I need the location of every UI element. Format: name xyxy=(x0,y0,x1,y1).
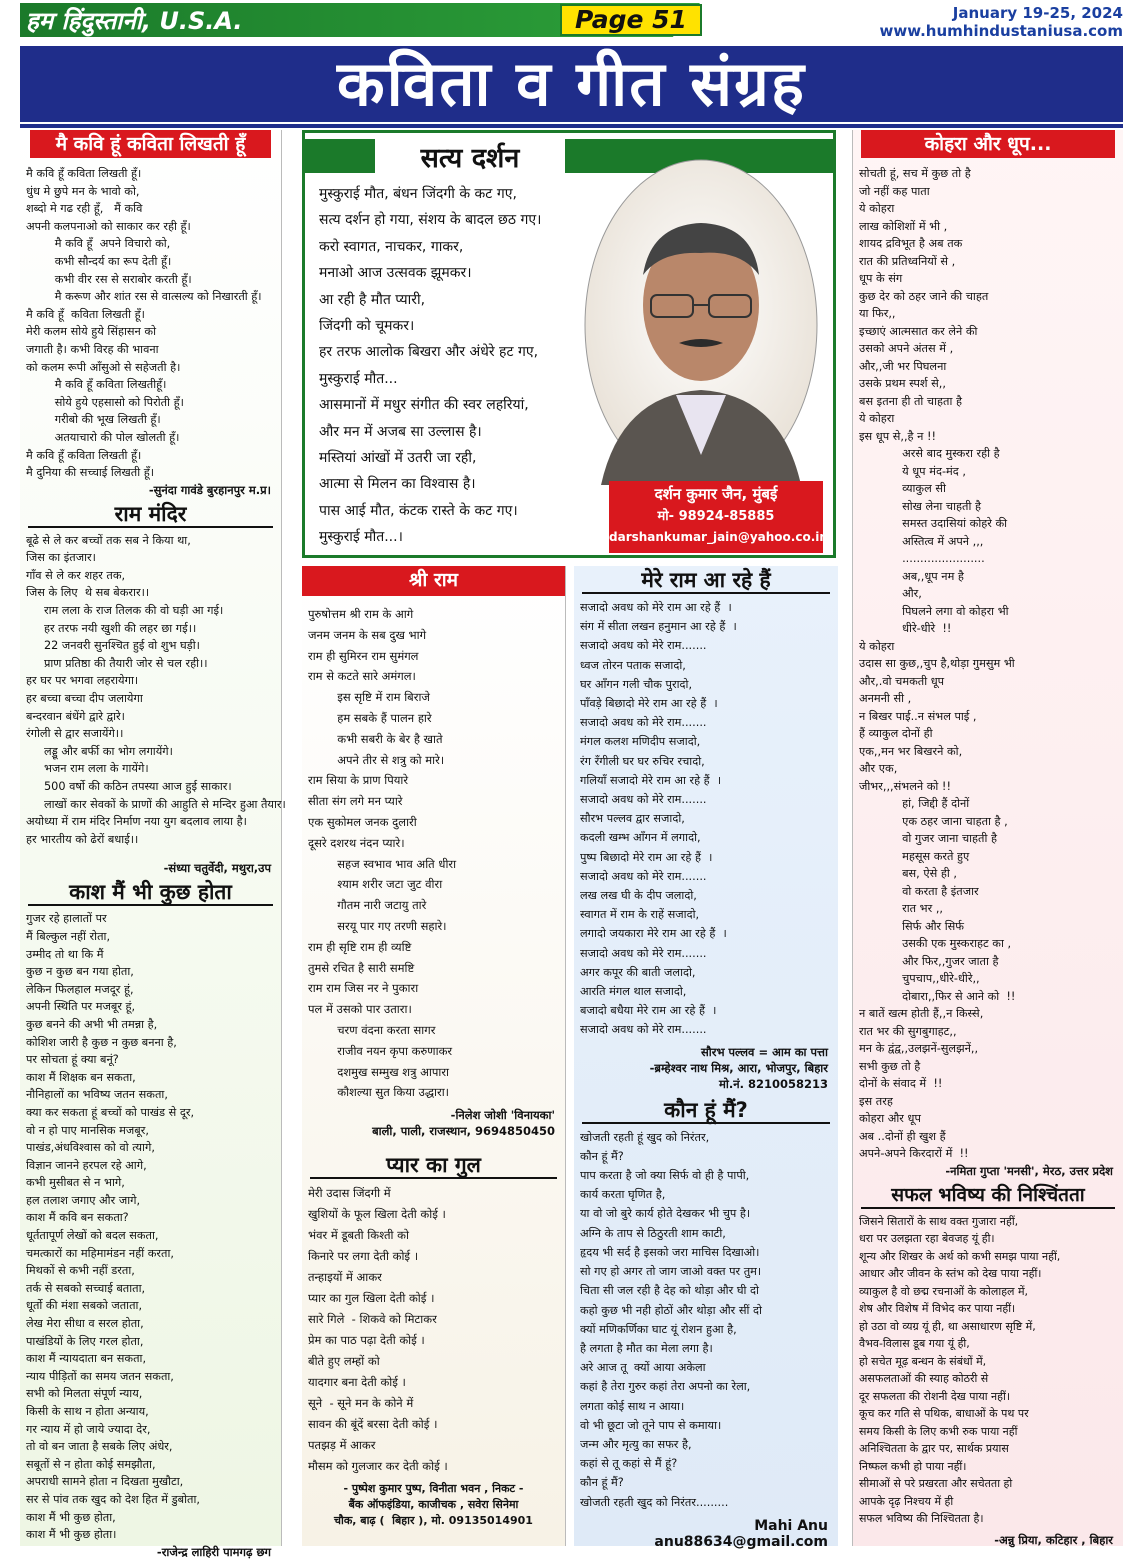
poem-title: सफल भविष्य की निश्चिंतता xyxy=(861,1183,1115,1209)
poem-title: मै कवि हूं कविता लिखती हूँ xyxy=(30,130,271,158)
section-banner: कविता व गीत संग्रह xyxy=(20,46,1123,122)
poem-author: -निलेश जोशी 'विनायका' xyxy=(450,1108,555,1123)
page-number: Page 51 xyxy=(560,4,702,36)
poet-name: दर्शन कुमार जैन, मुंबई xyxy=(654,485,778,503)
poet-mobile: मो- 98924-85885 xyxy=(657,509,775,524)
poem-author: -नमिता गुप्ता 'मनसी', मेरठ, उत्तर प्रदेश xyxy=(945,1163,1113,1178)
poem-author: -सुनंदा गावंडे बुरहानपुर म.प्र। xyxy=(148,482,271,497)
poet-credit-box xyxy=(609,481,828,553)
banner-rule xyxy=(20,124,1123,128)
poem-author-email[interactable]: anu88634@gmail.com xyxy=(654,1533,828,1550)
poem-body: मेरी उदास जिंदगी में खुशियों के फूल खिला देती कोई । भंवर में डूबती किश्ती को किनारे पर लगा देती कोई । तन्हाइयों में आकर प्यार का गुल खिला देती कोई । सारे गिले - शिकवे को मिटाकर प्रेम का पाठ पढ़ा देती कोई । बीते हुए लम्हों को यादगार बना देती कोई । सूने - सूने मन के कोने में सावन की बूंदें बरसा देती कोई । पतझड़ में आकर मौसम को गुलजार कर देती कोई । xyxy=(308,1186,448,1474)
website-link[interactable]: www.humhindustaniusa.com xyxy=(879,22,1123,40)
poem-title: प्यार का गुल xyxy=(310,1153,557,1179)
featured-poem-box xyxy=(302,130,836,558)
issue-date: January 19-25, 2024 xyxy=(952,4,1123,22)
poem-title: मेरे राम आ रहे हैं xyxy=(582,568,830,594)
poem-author: -संध्या चतुर्वेदी, मथुरा,उप xyxy=(163,861,271,876)
poem-body: बूढे से ले कर बच्चों तक सब ने किया था, जिस का इंतजार। गाँव से ले कर शहर तक, जिस के लिए थे सब बेकरार।। राम लला के राज तिलक की वो घड़ी आ गई। हर तरफ नयी खुशी की लहर छा गई।। 22 जनवरी सुनश्चित हुई वो शुभ घड़ी। प्राण प्रतिष्ठा की तैयारी जोर से चल रही।। हर घर पर भगवा लहरायेगा। हर बच्चा बच्चा दीप जलायेगा बन्दरवान बंधेंगे द्वारे द्वारे। रंगोली से द्वार सजायेंगे।। लड्डू और बर्फी का भोग लगायेंगे। भजन राम लला के गायेंगे। 500 वर्षो की कठिन तपस्या आज हुई साकार। लाखों कार सेवकों के प्राणों की आहुति से मन्दिर हुआ तैयार। अयोध्या में राम मंदिर निर्माण नया युग बदलाव लाया है। हर भारतीय को ढेरों बधाई।। xyxy=(26,533,286,846)
poem-title: श्री राम xyxy=(302,566,565,596)
featured-poem-body: मुस्कुराई मौत, बंधन जिंदगी के कट गए, सत्य दर्शन हो गया, संशय के बादल छठ गए। करो स्वागत, नाचकर, गाकर, मनाओ आज उत्सवक झूमकर। आ रही है मौत प्यारी, जिंदगी को चूमकर। हर तरफ आलोक बिखरा और अंधेरे हट गए, मुस्कुराई मौत... आसमानों में मधुर संगीत की स्वर लहरियां, और मन में अजब सा उल्लास है। मस्तियां आंखों में उतरी जा रही, आत्मा से मिलन का विश्वास है। पास आई मौत, कंटक रास्ते के कट गए। मुस्कुराई मौत...। xyxy=(319,186,542,546)
poem-author: Mahi Anu xyxy=(754,1517,828,1534)
poem-title: राम मंदिर xyxy=(28,502,273,528)
poem-author: - पुष्पेश कुमार पुष्प, विनीता भवन , निकट - बैंक ऑफइंडिया, काजीचक , सवेरा सिनेमा चौक, बाढ़ ( बिहार ), मो. 09135014901 xyxy=(334,1482,533,1528)
poet-photo xyxy=(581,155,821,495)
poem-body: सजादो अवध को मेरे राम आ रहे हैं । संग में सीता लखन हनुमान आ रहे हैं । सजादो अवध को मेरे राम....... ध्वज तोरन पताक सजादो, घर आँगन गली चौक पुरादो, पाँवड़े बिछादो मेरे राम आ रहे हैं । सजादो अवध को मेरे राम....... मंगल कलश मणिदीप सजादो, रंग रँगीली घर घर रुचिर रचादो, गलियाँ सजादो मेरे राम आ रहे हैं । सजादो अवध को मेरे राम....... सौरभ पल्लव द्वार सजादो, कदली खम्भ आँगन में लगादो, पुष्प बिछादो मेरे राम आ रहे हैं । सजादो अवध को मेरे राम....... लख लख घी के दीप जलादो, स्वागत में राम के राहें सजादो, लगादो जयकारा मेरे राम आ रहे हैं । सजादो अवध को मेरे राम....... अगर कपूर की बाती जलादो, आरति मंगल थाल सजादो, बजादो बधैया मेरे राम आ रहे हैं । सजादो अवध को मेरे राम....... xyxy=(580,601,737,1037)
column-right xyxy=(852,130,1123,1546)
column-left xyxy=(20,130,286,1559)
poem-body: गुजर रहे हालातों पर मैं बिल्कुल नहीं रोता, उम्मीद तो था कि मैं कुछ न कुछ बन गया होता, लेकिन फिलहाल मजदूर हूं, अपनी स्थिति पर मजबूर हूं, कुछ बनने की अभी भी तमन्ना है, कोशिश जारी है कुछ न कुछ बनना है, पर सोचता हूं क्या बनूं? काश मैं शिक्षक बन सकता, नौनिहालों का भविष्य जतन सकता, क्या कर सकता हूं बच्चों को पाखंड से दूर, वो न हो पाए मानसिक मजबूर, पाखंड,अंधविश्वास को वो त्यागे, विज्ञान जानने हरपल रहे आगे, कभी मुसीबत से न भागे, हल तलाश जगाए और जागे, काश मैं कवि बन सकता? धूर्ततापूर्ण लेखों को बदल सकता, चमत्कारों का महिमामंडन नहीं करता, मिथकों से कभी नहीं डरता, तर्क से सबको सच्चाई बताता, धूर्तो की मंशा सबको जताता, लेख मेरा सीधा व सरल होता, पाखंडियों के लिए गरल होता, काश मैं न्यायदाता बन सकता, न्याय पीड़ितों का समय जतन सकता, सभी को मिलता संपूर्ण न्याय, किसी के साथ न होता अन्याय, गर न्याय में हो जाये ज्यादा देर, तो वो बन जाता है सबके लिए अंधेर, सबूतों से न होता कोई समझौता, अपराधी सामने होता न दिखता मुखौटा, सर से पांव तक खुद को देश हित में डुबोता, काश मैं भी कुछ होता, काश मैं भी कुछ होता। xyxy=(26,912,200,1542)
poem-author-mobile: मो.नं. 8210058213 xyxy=(719,1076,828,1091)
poem-author: -ब्रम्हेश्वर नाथ मिश्र, आरा, भोजपुर, बिहार xyxy=(649,1060,828,1075)
poem-author: -राजेन्द्र लाहिरी पामगढ़ छग xyxy=(156,1544,271,1559)
column-mereram xyxy=(574,566,838,1550)
poem-title: काश मैं भी कुछ होता xyxy=(28,880,273,906)
poem-author-place: बाली, पाली, राजस्थान, 9694850450 xyxy=(372,1124,555,1139)
poem-author: -अन्नु प्रिया, कटिहार , बिहार xyxy=(994,1532,1113,1547)
poem-title: कोहरा और धूप... xyxy=(861,130,1115,158)
poem-body: खोजती रहती हूं खुद को निरंतर, कौन हूं मैं? पाप करता है जो क्या सिर्फ वो ही है पापी, कार्य करता घृणित है, या वो जो बुरे कार्य होते देखकर भी चुप है। अग्नि के ताप से ठिठुरती शाम काटी, हृदय भी सर्द है इसको जरा माचिस दिखाओ। सो गए हो अगर तो जाग जाओ वक्त पर तुम। चिता सी जल रही है देह को थोड़ा और घी दो कहो कुछ भी नही होठों और थोड़ा और सीं दो क्यों मणिकर्णिका घाट यूं रोशन हुआ है, है लगता है मौत का मेला लगा है। अरे आज तू क्यों आया अकेला कहां है तेरा गुरुर कहां तेरा अपनो का रेला, लगता कोई साथ न आया। वो भी छूटा जो तूने पाप से कमाया। जन्म और मृत्यु का सफर है, कहां से तू कहां से मैं हूं? कौन हूं मैं? खोजती रहती खुद को निरंतर......... xyxy=(580,1130,762,1509)
poem-body: जिसने सितारों के साथ वक्त गुजारा नहीं, धरा पर उलझता रहा बेवजह यूं ही। शून्य और शिखर के अर्थ को कभी समझ पाया नहीं, आधार और जीवन के स्तंभ को देख पाया नहीं। व्याकुल है वो छद्म रचनाओं के कोलाहल में, शेष और विशेष में विभेद कर पाया नहीं। हो उठा वो व्यग्र यूं ही, था असाधारण सृष्टि में, वैभव-विलास डूब गया यूं ही, हो सचेत मूढ़ बन्धन के संबंधों में, असफलताओं की स्याह कोठरी से दूर सफलता की रोशनी देख पाया नहीं। कूच कर गति से पथिक, बाधाओं के पथ पर समय किसी के लिए कभी रुक पाया नहीं अनिश्चितता के द्वार पर, सार्थक प्रयास निष्फल कभी हो पाया नहीं। सीमाओं से परे प्रखरता और सचेतता हो आपके दृढ़ निश्चय में ही सफल भविष्य की निश्चितता है। xyxy=(859,1214,1061,1525)
column-shriram xyxy=(302,566,566,1546)
word-note: सौरभ पल्लव = आम का पत्ता xyxy=(700,1044,828,1059)
featured-title: सत्य दर्शन xyxy=(375,139,565,179)
poet-email[interactable]: darshankumar_jain@yahoo.co.in xyxy=(609,530,828,544)
poem-body: सोचती हूं, सच में कुछ तो है जो नहीं कह पाता ये कोहरा लाख कोशिशों में भी , शायद द्रविभूत है अब तक रात की प्रतिध्वनियों से , धूप के संग कुछ देर को ठहर जाने की चाहत या फिर,, इच्छाएं आत्मसात कर लेने की उसको अपने अंतस में , और,,जी भर पिघलना उसके प्रथम स्पर्श से,, बस इतना ही तो चाहता है ये कोहरा इस धूप से,,है न !! अरसे बाद मुस्करा रही है ये धूप मंद-मंद , व्याकुल सी सोख लेना चाहती है समस्त उदासियां कोहरे की अस्तित्व में अपने ,,, ....................... अब,,धूप नम है और, पिघलने लगा वो कोहरा भी धीरे-धीरे !! ये कोहरा उदास सा कुछ,,चुप है,थोड़ा गुमसुम भी और,.वो चमकती धूप अनमनी सी , न बिखर पाई..न संभल पाई , हैं व्याकुल दोनों ही एक,,मन भर बिखरने को, और एक, जीभर,,,संभलने को !! हां, जिद्दी हैं दोनों एक ठहर जाना चाहता है , वो गुजर जाना चाहती है महसूस करते हुए बस, ऐसे ही , वो करता है इंतजार रात भर ,, सिर्फ और सिर्फ उसकी एक मुस्कराहट का , और फिर,,गुजर जाता है चुपचाप,,धीरे-धीरे,, दोबारा,,फिर से आने को !! न बातें खत्म होती हैं,,न किस्से, रात भर की सुगबुगाहट,, मन के द्वंद्व,,उलझनें-सुलझनें,, सभी कुछ तो है दोनों के संवाद में !! इस तरह कोहरा और धूप अब ..दोनों ही खुश हैं अपने-अपने किरदारों में !! xyxy=(859,167,1016,1160)
paper-name: हम हिंदुस्तानी, U.S.A. xyxy=(26,7,243,35)
poem-body: मै कवि हूँ कविता लिखती हूँ। धुंध मे छुपे मन के भावो को, शब्दो मे गढ रही हूँ, मैं कवि अपनी कलपनाओ को साकार कर रही हूँ। मै कवि हूँ अपने विचारो को, कभी सौन्दर्य का रूप देती हूँ। कभी वीर रस से सराबोर करती हूँ। मै करूण और शांत रस से वात्सल्य को निखारती हूँ। मै कवि हूँ कविता लिखती हूँ। मेरी कलम सोये हुये सिंहासन को जगाती है। कभी विरह की भावना को कलम रूपी आँसुओ से सहेजती है। मै कवि हूँ कविता लिखतीहूँ। सोये हुये एहसासो को पिरोती हूँ। गरीबो की भूख लिखती हूँ। अतयाचारो की पोल खोलती हूँ। मै कवि हूँ कविता लिखती हूँ। मै दुनिया की सच्चाई लिखती हूँ। xyxy=(26,167,262,480)
poem-title: कौन हूं मैं? xyxy=(582,1098,830,1124)
poem-body: पुरुषोत्तम श्री राम के आगे जनम जनम के सब दुख भागे राम ही सुमिरन राम सुमंगल राम से कटते सारे अमंगल। इस सृष्टि में राम बिराजे हम सबके हैं पालन हारे कभी सबरी के बेर है खाते अपने तीर से शत्रु को मारे। राम सिया के प्राण पियारे सीता संग लगे मन प्यारे एक सुकोमल जनक दुलारी दूसरे दशरथ नंदन प्यारे। सहज स्वभाव भाव अति धीरा श्याम शरीर जटा जुट वीरा गौतम नारी जटायु तारे सरयू पार गए तरणी सहारे। राम ही सृष्टि राम ही व्यष्टि तुमसे रचित है सारी समष्टि राम राम जिस नर ने पुकारा पल में उसको पार उतारा। चरण वंदना करता सागर राजीव नयन कृपा करुणाकर दशमुख सम्मुख शत्रु आपारा कौशल्या सुत किया उद्धारा। xyxy=(308,607,457,1100)
